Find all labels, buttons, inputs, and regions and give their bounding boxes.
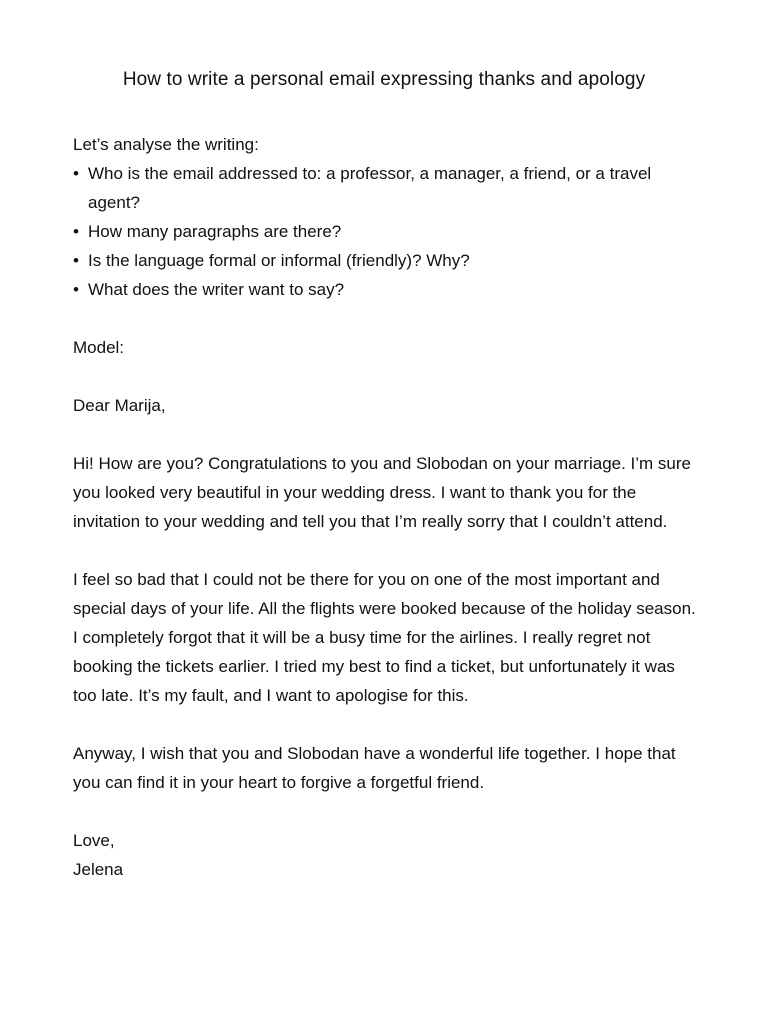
page-title: How to write a personal email expressing thanks and apology xyxy=(122,69,646,90)
email-paragraph: Anyway, I wish that you and Slobodan have a wonderful life together. I hope that you can find it in your heart to forgive a forgetful friend. xyxy=(73,744,676,792)
email-paragraph: Hi! How are you? Congratulations to you and Slobodan on your marriage. I’m sure you looked very beautiful in your wedding dress. I want to thank you for the invitation to your wedding and tell you that I’m really sorry that I couldn’t attend. xyxy=(73,454,692,531)
email-greeting: Dear Marija, xyxy=(73,396,166,415)
analysis-question: • Who is the email addressed to: a professor, a manager, a friend, or a travel agent? xyxy=(73,159,703,217)
analysis-question: • Is the language formal or informal (friendly)? Why? xyxy=(73,246,703,275)
analysis-intro: Let’s analyse the writing: xyxy=(73,135,259,154)
email-signature: Jelena xyxy=(73,860,124,879)
analysis-question: • What does the writer want to say? xyxy=(73,275,703,304)
email-closing: Love, xyxy=(73,831,115,850)
analysis-questions-list xyxy=(73,159,703,304)
email-paragraph: I feel so bad that I could not be there for you on one of the most important and special days of your life. All the flights were booked because of the holiday season. I completely forgot that it will be a busy time for the airlines. I really regret not booking the tickets earlier. I tried my best to find a ticket, but unfortunately it was too late. It’s my fault, and I want to apologise for this. xyxy=(73,570,696,705)
document-body xyxy=(73,130,703,884)
model-label: Model: xyxy=(73,338,125,357)
analysis-question: • How many paragraphs are there? xyxy=(73,217,703,246)
